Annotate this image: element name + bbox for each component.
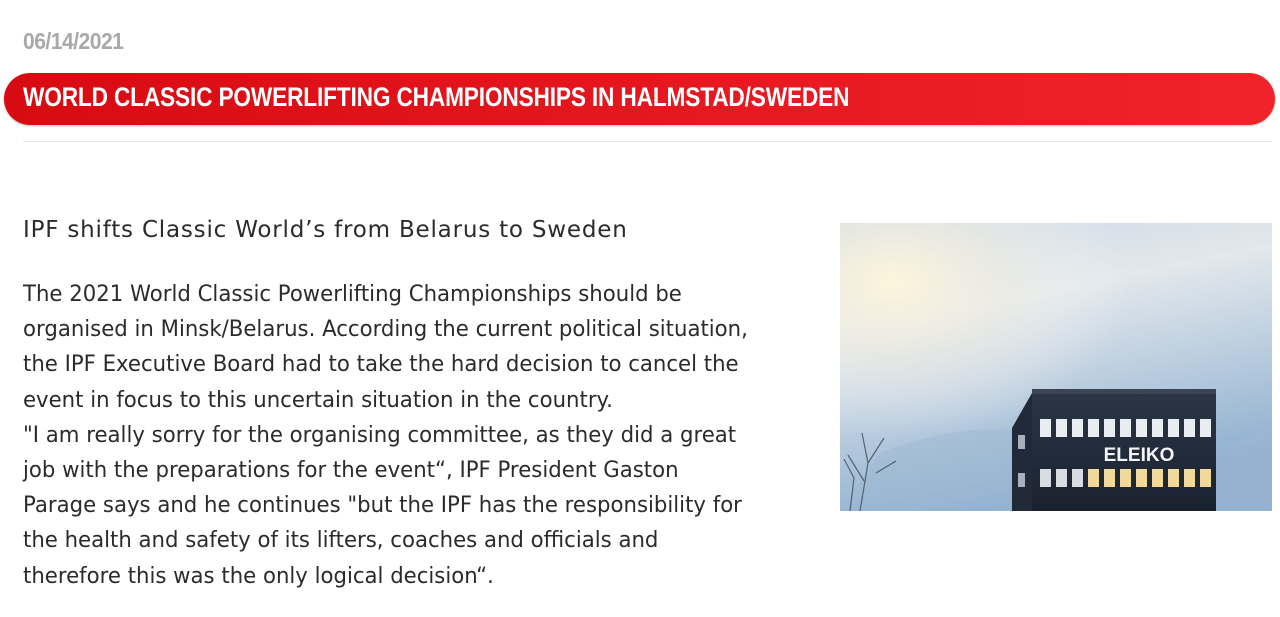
article-body-line: event in focus to this uncertain situation in the country. [23, 387, 613, 413]
article-body-line: job with the preparations for the event“, IPF President Gaston [23, 458, 679, 484]
article-body-line: organised in Minsk/Belarus. According the current political situation, [23, 317, 748, 343]
article-body [23, 277, 795, 594]
article-body-line: the health and safety of its lifters, coaches and officials and [23, 528, 659, 554]
building-sign: ELEIKO [1103, 445, 1175, 466]
article-body-line: "I am really sorry for the organising committee, as they did a great [23, 422, 737, 448]
article-photo [840, 223, 1272, 511]
article-body-line: the IPF Executive Board had to take the hard decision to cancel the [23, 352, 739, 378]
article-body-line: therefore this was the only logical decision“. [23, 563, 494, 589]
article-body-line: The 2021 World Classic Powerlifting Championships should be [23, 282, 682, 307]
post-date: 06/14/2021 [23, 28, 124, 54]
post-title-banner [4, 73, 1275, 125]
divider [23, 141, 1272, 142]
article-body-line: Parage says and he continues "but the IPF has the responsibility for [23, 493, 742, 519]
article-heading: IPF shifts Classic World’s from Belarus to Sweden [23, 217, 628, 243]
eleiko-building-photo [840, 223, 1272, 511]
post-title: WORLD CLASSIC POWERLIFTING CHAMPIONSHIPS IN HALMSTAD/SWEDEN [23, 82, 850, 112]
